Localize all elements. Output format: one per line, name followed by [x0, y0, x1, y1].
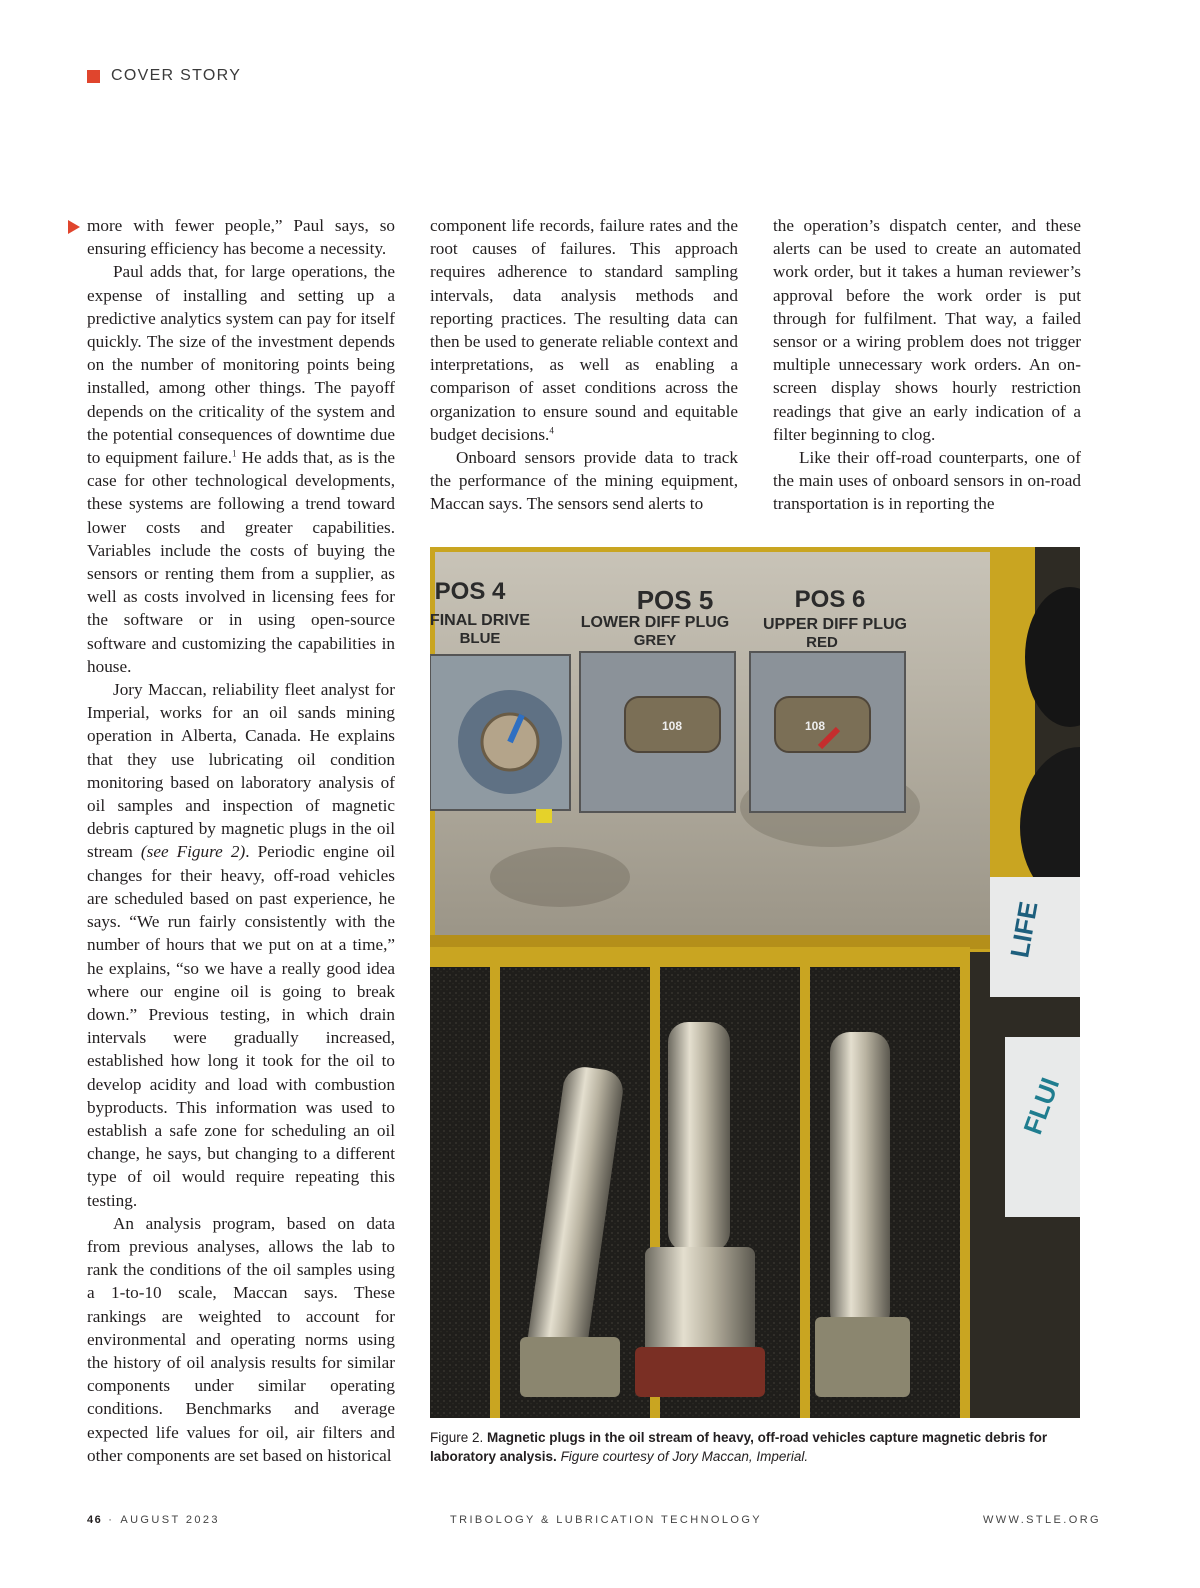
paragraph-text: more with fewer people,” Paul says, so ensuring efficiency has become a necessity. — [87, 216, 395, 259]
publication-name: TRIBOLOGY & LUBRICATION TECHNOLOGY — [450, 1514, 763, 1526]
pos4-label: POS 4 — [434, 578, 506, 605]
gauge-value-2: 108 — [805, 719, 826, 733]
caption-description: Magnetic plugs in the oil stream of heavy, off-road vehicles capture magnetic debris for laboratory analysis. — [430, 1430, 1048, 1464]
gauge-value-1: 108 — [662, 719, 683, 733]
pos4-name: FINAL DRIVE — [430, 612, 531, 629]
pos6-label: POS 6 — [794, 586, 866, 613]
text-column-3 — [773, 214, 1081, 516]
paragraph-text: He adds that, as is the case for other technological developments, these systems are following a trend toward lower costs and greater capabilities. Variables include the costs of buying the sensors or renting them from a supplier, as well as costs involved in licensing fees for the software or in using open-source software and customizing the capabilities in house. — [87, 448, 395, 676]
website-link[interactable]: WWW.STLE.ORG — [982, 1514, 1101, 1526]
paragraph — [87, 214, 395, 260]
pos5-color: GREY — [633, 632, 677, 649]
pos6-name: UPPER DIFF PLUG — [762, 616, 908, 633]
jar-label-1: LIFE — [1004, 899, 1044, 960]
caption-figure-label: Figure 2. — [430, 1430, 488, 1445]
section-label: COVER STORY — [111, 67, 242, 84]
issue-date: AUGUST 2023 — [120, 1514, 220, 1526]
caption-credit: Figure courtesy of Jory Maccan, Imperial. — [556, 1449, 809, 1464]
paragraph-text: Jory Maccan, reliability fleet analyst for Imperial, works for an oil sands mining operation in Alberta, Canada. He explains that they use lubricating oil condition monitoring based on laboratory analysis of oil samples and inspection of magnetic debris captured by magnetic plugs in the oil stream — [87, 680, 395, 862]
paragraph — [773, 214, 1081, 446]
text-column-1 — [87, 214, 395, 1467]
section-marker-square — [87, 70, 100, 83]
paragraph — [430, 446, 738, 516]
paragraph-text: An analysis program, based on data from previous analyses, allows the lab to rank the conditions of the oil samples using a 1-to-10 scale, Maccan says. These rankings are weighted to account for environmental and operating norms using the history of oil analysis results for similar components under similar operating conditions. Benchmarks and average expected life values for oil, air filters and other components are set based on historical — [87, 1213, 395, 1465]
page-number: 46 — [87, 1514, 103, 1526]
paragraph-text: Like their off-road counterparts, one of the main uses of onboard sensors in on-road transportation is in reporting the — [773, 448, 1081, 514]
jar-label-2: FLUI — [1017, 1073, 1066, 1139]
paragraph — [87, 1212, 395, 1467]
paragraph — [773, 446, 1081, 516]
footer-separator: · — [108, 1514, 115, 1526]
paragraph-text: (see Figure 2) — [140, 842, 246, 862]
paragraph-text: Paul adds that, for large operations, the expense of installing and setting up a predictive analytics system can pay for itself quickly. The size of the investment depends on the number of monitoring points being installed, among other things. The payoff depends on the criticality of the system and the potential consequences of downtime due to equipment failure. — [87, 262, 395, 468]
footnote-reference: 1 — [232, 448, 237, 459]
footer-left — [87, 1514, 220, 1530]
continued-arrow-icon — [68, 220, 80, 234]
paragraph-text: component life records, failure rates and the root causes of failures. This approach requires adherence to standard sampling intervals, data analysis methods and reporting practices. The resulting data can then be used to generate reliable context and interpretations, as well as enabling a comparison of asset conditions across the organization to ensure sound and equitable budget decisions. — [430, 216, 738, 444]
figure-2-photo — [430, 547, 1080, 1418]
paragraph — [87, 678, 395, 1212]
pos6-color: RED — [806, 634, 838, 651]
pos4-color: BLUE — [459, 630, 501, 647]
paragraph-text: the operation’s dispatch center, and these alerts can be used to create an automated work order, but it takes a human reviewer’s approval before the work order is put through for fulfilment. That way, a failed sensor or a wiring problem does not trigger multiple unnecessary work orders. An on-screen display shows hourly restriction readings that give an early indication of a filter beginning to clog. — [773, 216, 1081, 444]
paragraph — [87, 260, 395, 678]
footnote-reference: 4 — [549, 425, 554, 436]
paragraph — [430, 214, 738, 446]
pos5-label: POS 5 — [636, 585, 714, 615]
pos5-name: LOWER DIFF PLUG — [580, 614, 730, 631]
paragraph-text: Onboard sensors provide data to track the performance of the mining equipment, Maccan says. The sensors send alerts to — [430, 448, 738, 514]
figure-caption — [430, 1428, 1080, 1466]
text-column-2 — [430, 214, 738, 516]
paragraph-text: . Periodic engine oil changes for their heavy, off-road vehicles are scheduled based on past experience, he says. “We run fairly consistently with the number of hours that we put on at a time,” he explains, “so we have a really good idea where our engine oil is going to break down.” Previous testing, in which drain intervals were gradually increased, established how long it took for the oil to develop acidity and load with combustion byproducts. This information was used to establish a safe zone for scheduling an oil change, he says, but changing to a different type of oil would require repeating this testing. — [87, 842, 395, 1210]
section-header — [87, 66, 241, 86]
